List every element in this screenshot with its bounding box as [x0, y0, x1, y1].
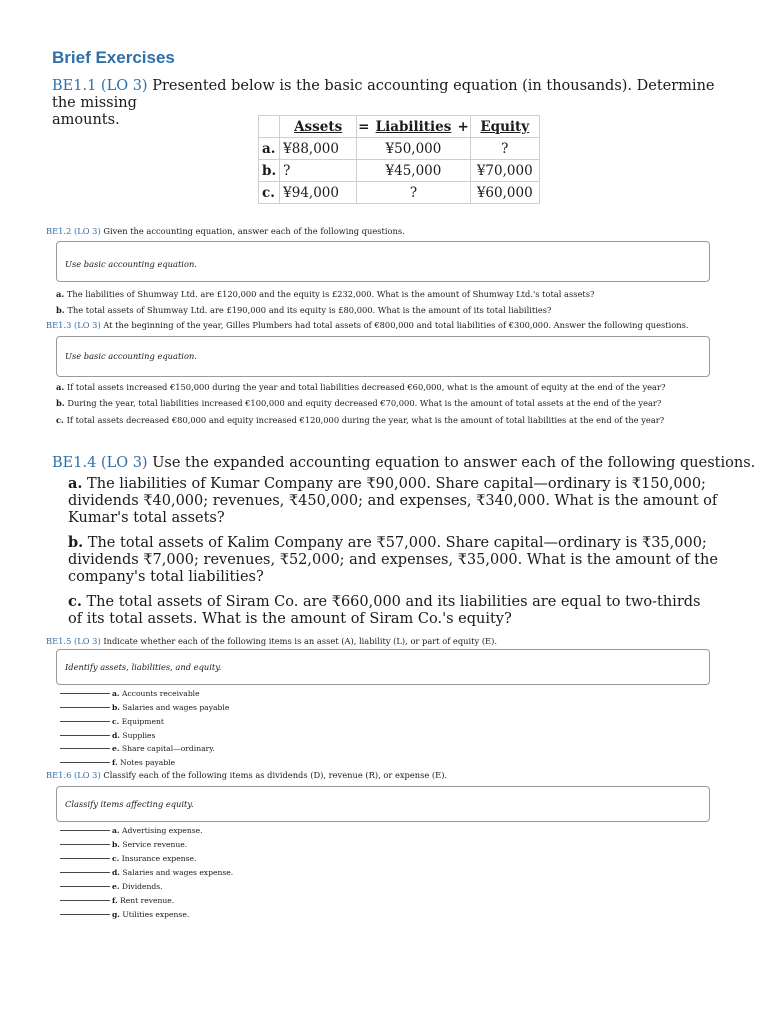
list-item: a. If total assets increased €150,000 during the year and total liabilities decreased €60,000, what is the amount of equity at the end of the year? [56, 382, 666, 392]
answer-blank[interactable] [60, 693, 110, 694]
answer-blank[interactable] [60, 872, 110, 873]
cell-liabilities: ¥50,000 [357, 138, 471, 160]
be16-hint-box [56, 786, 710, 822]
header-equity: Equity [470, 116, 539, 138]
cell-equity: ? [470, 138, 539, 160]
cell-equity: ¥70,000 [470, 160, 539, 182]
be15-id: BE1.5 [46, 636, 72, 646]
row-label: b. [259, 160, 280, 182]
be16-text: Classify each of the following items as dividends (D), revenue (R), or expense (E). [100, 770, 448, 780]
be13-text: At the beginning of the year, Gilles Plumbers had total assets of €800,000 and total liabilities of €300,000. Answer the following questions. [100, 320, 689, 330]
list-item: f. Rent revenue. [60, 894, 174, 908]
table-header-row [259, 116, 540, 138]
header-liabilities: Liabilities [370, 116, 456, 138]
be14-id: BE1.4 [52, 455, 97, 471]
be12-hint: Use basic accounting equation. [65, 259, 197, 269]
be16-prompt [46, 770, 447, 781]
be14-prompt [52, 455, 756, 472]
be16-lo-link[interactable]: (LO 3) [74, 770, 101, 780]
answer-blank[interactable] [60, 748, 110, 749]
list-item: a. The liabilities of Kumar Company are ₹90,000. Share capital—ordinary is ₹150,000; dividends ₹40,000; revenues, ₹450,000; and expenses, ₹340,000. What is the amount of Kumar's total assets? [68, 475, 718, 526]
be12-prompt [46, 226, 405, 237]
be12-lo-link[interactable]: (LO 3) [74, 226, 101, 236]
cell-liabilities: ? [357, 182, 471, 204]
be11-id: BE1.1 [52, 78, 97, 94]
row-label: a. [259, 138, 280, 160]
list-item: b. During the year, total liabilities increased €100,000 and equity decreased €70,000. What is the amount of total assets at the end of the year? [56, 398, 662, 408]
cell-liabilities: ¥45,000 [357, 160, 471, 182]
be11-lo-link[interactable]: (LO 3) [100, 78, 148, 94]
be15-hint-box [56, 649, 710, 685]
list-item: b. The total assets of Shumway Ltd. are £190,000 and its equity is £80,000. What is the amount of its total liabilities? [56, 305, 552, 315]
be12-hint-box [56, 241, 710, 282]
be11-text-2: amounts. [52, 112, 120, 128]
cell-equity: ¥60,000 [470, 182, 539, 204]
list-item: a. Advertising expense. [60, 824, 203, 838]
be14-text: Use the expanded accounting equation to answer each of the following questions. [147, 455, 756, 471]
list-item: e. Share capital—ordinary. [60, 742, 215, 756]
list-item: b. The total assets of Kalim Company are ₹57,000. Share capital—ordinary is ₹35,000; dividends ₹7,000; revenues, ₹52,000; and expenses, ₹35,000. What is the amount of the company's total liabilities? [68, 534, 718, 585]
list-item: a. The liabilities of Shumway Ltd. are £120,000 and the equity is £232,000. What is the amount of Shumway Ltd.'s total assets? [56, 289, 595, 299]
list-item: c. Insurance expense. [60, 852, 196, 866]
answer-blank[interactable] [60, 900, 110, 901]
answer-blank[interactable] [60, 844, 110, 845]
list-item: c. The total assets of Siram Co. are ₹660,000 and its liabilities are equal to two-thirds of its total assets. What is the amount of Siram Co.'s equity? [68, 593, 701, 627]
header-assets: Assets [280, 116, 357, 138]
header-equals: = [357, 116, 371, 138]
table-row [259, 138, 540, 160]
answer-blank[interactable] [60, 735, 110, 736]
answer-blank[interactable] [60, 762, 110, 763]
list-item: a. Accounts receivable [60, 687, 200, 701]
list-item: d. Salaries and wages expense. [60, 866, 233, 880]
list-item: e. Dividends. [60, 880, 163, 894]
be12-id: BE1.2 [46, 226, 72, 236]
answer-blank[interactable] [60, 914, 110, 915]
be11-text: Presented below is the basic accounting equation (in thousands). Determine the missing [52, 78, 715, 111]
cell-assets: ¥88,000 [280, 138, 357, 160]
be13-id: BE1.3 [46, 320, 72, 330]
row-label: c. [259, 182, 280, 204]
be15-lo-link[interactable]: (LO 3) [74, 636, 101, 646]
be16-id: BE1.6 [46, 770, 72, 780]
be13-lo-link[interactable]: (LO 3) [74, 320, 101, 330]
header-plus: + [456, 116, 470, 138]
list-item: c. Equipment [60, 715, 164, 729]
answer-blank[interactable] [60, 721, 110, 722]
list-item: b. Service revenue. [60, 838, 187, 852]
list-item: d. Supplies [60, 729, 155, 743]
cell-assets: ¥94,000 [280, 182, 357, 204]
be13-hint-box [56, 336, 710, 377]
be14-lo-link[interactable]: (LO 3) [100, 455, 148, 471]
list-item: f. Notes payable [60, 756, 175, 770]
answer-blank[interactable] [60, 886, 110, 887]
list-item: g. Utilities expense. [60, 908, 189, 922]
answer-blank[interactable] [60, 707, 110, 708]
accounting-equation-table [258, 115, 540, 204]
cell-assets: ? [280, 160, 357, 182]
be13-hint: Use basic accounting equation. [65, 351, 197, 361]
be13-prompt [46, 320, 689, 331]
list-item: c. If total assets decreased €80,000 and equity increased €120,000 during the year, what is the amount of total liabilities at the end of the year? [56, 415, 665, 425]
section-heading: Brief Exercises [52, 48, 175, 67]
be15-text: Indicate whether each of the following items is an asset (A), liability (L), or part of equity (E). [100, 636, 497, 646]
be12-text: Given the accounting equation, answer each of the following questions. [100, 226, 405, 236]
be15-prompt [46, 636, 497, 647]
answer-blank[interactable] [60, 830, 110, 831]
answer-blank[interactable] [60, 858, 110, 859]
be15-hint: Identify assets, liabilities, and equity. [65, 662, 222, 672]
list-item: b. Salaries and wages payable [60, 701, 229, 715]
be16-hint: Classify items affecting equity. [65, 799, 194, 809]
table-row [259, 182, 540, 204]
table-row [259, 160, 540, 182]
